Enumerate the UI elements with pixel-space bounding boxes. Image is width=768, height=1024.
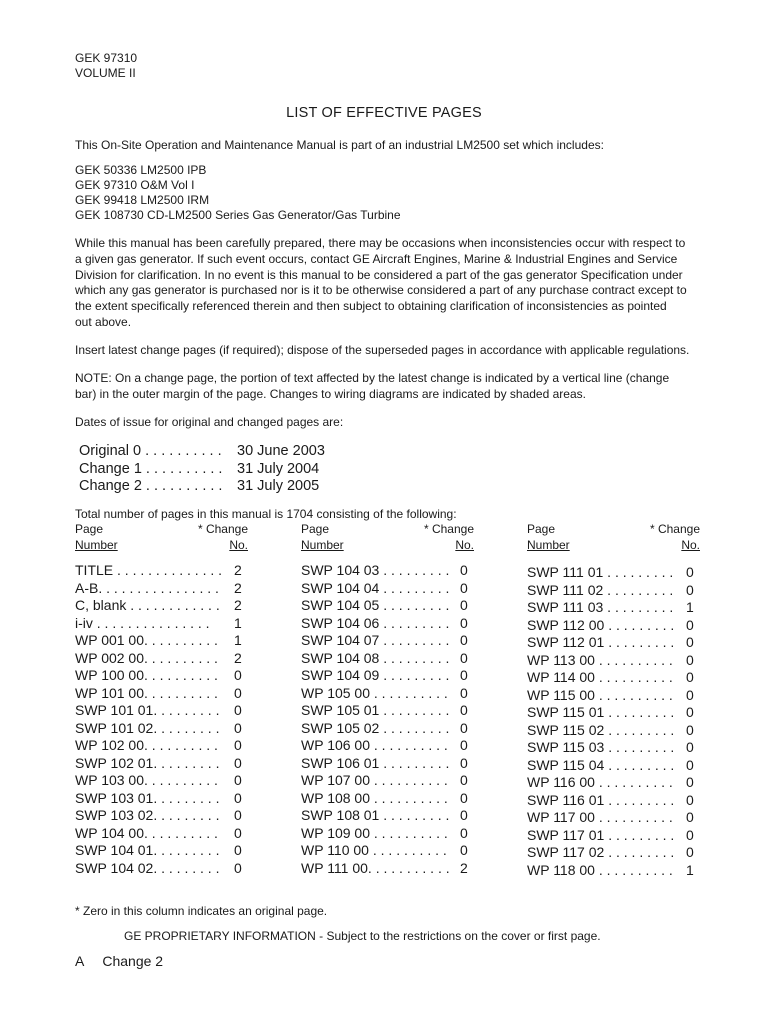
issue-date: 31 July 2005	[237, 478, 320, 494]
change-bar-note	[75, 371, 715, 403]
page-title: LIST OF EFFECTIVE PAGES	[286, 105, 482, 121]
page-entry	[527, 774, 700, 792]
change-number: 0	[234, 684, 242, 701]
page-entry	[75, 807, 248, 825]
page-number: SWP 117 01 . . . . . . . . .	[527, 826, 675, 843]
page-number: SWP 104 04 . . . . . . . . .	[301, 579, 450, 596]
page-entry	[527, 582, 700, 600]
change-number: 0	[234, 859, 242, 876]
change-number: 1	[234, 614, 242, 631]
page-entry	[75, 737, 248, 755]
page-number: WP 117 00 . . . . . . . . . .	[527, 809, 673, 825]
change-number: 0	[460, 667, 468, 683]
page-entry	[75, 580, 248, 598]
page-number: TITLE . . . . . . . . . . . . . .	[75, 562, 223, 578]
page-number: WP 113 00 . . . . . . . . . .	[527, 651, 673, 668]
doc-number: GEK 97310	[75, 51, 138, 65]
column-header	[301, 522, 474, 554]
page-entry	[75, 860, 248, 878]
page-entry	[527, 599, 700, 617]
issue-row-change-1	[79, 461, 325, 479]
disclaimer-paragraph	[75, 236, 715, 331]
change-number: 0	[460, 597, 468, 613]
page-rows	[527, 564, 700, 879]
change-number: 1	[686, 599, 694, 615]
insert-instructions: Insert latest change pages (if required); dispose of the superseded pages in accordance with applicable regulations.	[75, 343, 690, 357]
page-entry	[75, 650, 248, 668]
header-page: Page	[527, 522, 556, 536]
issue-row-original	[79, 443, 325, 461]
page-number: SWP 117 02 . . . . . . . . .	[527, 844, 675, 860]
page-number: SWP 104 08 . . . . . . . . .	[301, 649, 450, 666]
manual-set-item: GEK 50336 LM2500 IPB	[75, 163, 207, 177]
manual-set-item: GEK 99418 LM2500 IRM	[75, 193, 210, 207]
issue-label: Change 2 . . . . . . . . . .	[79, 478, 223, 494]
page-entry	[527, 862, 700, 880]
page-entry	[301, 685, 474, 703]
page-number: A-B. . . . . . . . . . . . . . . .	[75, 579, 219, 596]
page-entry	[527, 704, 700, 722]
intro-text: This On-Site Operation and Maintenance Manual is part of an industrial LM2500 set which includes:	[75, 138, 604, 152]
issue-row-change-2	[79, 478, 325, 496]
issue-date: 30 June 2003	[237, 443, 325, 459]
page-entry	[301, 562, 474, 580]
page-number: WP 103 00. . . . . . . . . .	[75, 772, 218, 788]
page-column-2	[301, 522, 474, 877]
page-entry	[301, 807, 474, 825]
page-entry	[301, 580, 474, 598]
change-number: 0	[460, 789, 468, 806]
page-number: SWP 111 03 . . . . . . . . .	[527, 599, 674, 615]
page-entry	[75, 615, 248, 633]
page-entry	[301, 860, 474, 878]
page-entry	[301, 737, 474, 755]
page-entry	[75, 597, 248, 615]
page-number: WP 002 00. . . . . . . . . .	[75, 649, 218, 666]
change-number: 0	[686, 651, 694, 668]
page-number: SWP 104 05 . . . . . . . . .	[301, 597, 450, 613]
page-entry	[527, 809, 700, 827]
change-number: 0	[686, 791, 694, 808]
page-number: SWP 102 01. . . . . . . . .	[75, 754, 220, 771]
change-number: 0	[460, 632, 468, 648]
page-number: WP 116 00 . . . . . . . . . .	[527, 774, 673, 790]
page-entry	[527, 652, 700, 670]
page-entry	[301, 650, 474, 668]
change-number: 0	[460, 772, 468, 788]
page-entry	[75, 562, 248, 580]
change-number: 0	[234, 807, 242, 823]
page-number: SWP 111 01 . . . . . . . . .	[527, 564, 674, 580]
change-number: 0	[686, 634, 694, 650]
page-entry	[301, 720, 474, 738]
text-line: which any gas generator is purchased nor is it to be otherwise considered a part of any purchase contract except to	[75, 283, 687, 298]
page-entry	[301, 772, 474, 790]
page-number: SWP 103 02. . . . . . . . .	[75, 807, 220, 823]
page-entry	[75, 825, 248, 843]
page-entry	[75, 702, 248, 720]
change-number: 0	[686, 774, 694, 790]
manual-set-item: GEK 108730 CD-LM2500 Series Gas Generator/Gas Turbine	[75, 208, 401, 222]
page-rows	[301, 562, 474, 877]
page-entry	[75, 790, 248, 808]
page-number: SWP 105 01 . . . . . . . . .	[301, 702, 450, 718]
page-number: SWP 108 01 . . . . . . . . .	[301, 807, 450, 823]
page-number: SWP 103 01. . . . . . . . .	[75, 789, 220, 806]
text-line: NOTE: On a change page, the portion of text affected by the latest change is indicated by a vertical line (change	[75, 371, 670, 385]
page-entry	[301, 790, 474, 808]
page-entry	[527, 844, 700, 862]
change-number: 0	[460, 719, 468, 736]
issue-date: 31 July 2004	[237, 460, 320, 477]
change-number: 1	[234, 632, 242, 648]
page-number: WP 109 00 . . . . . . . . . .	[301, 824, 448, 841]
change-number: 0	[686, 581, 694, 598]
page-entry	[75, 772, 248, 790]
page-number: WP 118 00 . . . . . . . . . .	[527, 861, 673, 878]
page-column-3	[527, 522, 700, 879]
change-number: 0	[234, 824, 242, 841]
header-change: * Change	[197, 522, 248, 536]
change-number: 0	[234, 842, 242, 858]
page-number: SWP 115 01 . . . . . . . . .	[527, 704, 675, 720]
page-letter: A	[75, 953, 85, 969]
page-entry	[527, 634, 700, 652]
proprietary-notice: GE PROPRIETARY INFORMATION - Subject to the restrictions on the cover or first page.	[124, 929, 601, 943]
page-entry	[527, 739, 700, 757]
page-entry	[527, 564, 700, 582]
header-no: No.	[229, 538, 248, 552]
change-number: 0	[234, 667, 242, 683]
change-number: 0	[686, 809, 694, 825]
issue-dates	[79, 443, 325, 496]
manual-set-item: GEK 97310 O&M Vol I	[75, 178, 195, 192]
page-number: WP 106 00 . . . . . . . . . .	[301, 737, 448, 753]
text-line: the extent specifically referenced therein and then subject to obtaining clarification of inconsistencies as pointed	[75, 299, 667, 314]
page-number: WP 110 00 . . . . . . . . . .	[301, 842, 447, 858]
page-number: WP 101 00. . . . . . . . . .	[75, 684, 218, 701]
change-number: 0	[460, 807, 468, 823]
header-change: * Change	[423, 522, 474, 536]
page-entry	[527, 757, 700, 775]
header-no: No.	[455, 538, 474, 552]
manual-set-list	[75, 163, 401, 223]
page-entry	[527, 617, 700, 635]
footnote: * Zero in this column indicates an original page.	[75, 904, 328, 918]
page-number: SWP 115 03 . . . . . . . . .	[527, 739, 675, 755]
change-number: 0	[460, 579, 468, 596]
issue-label: Change 1 . . . . . . . . . .	[79, 460, 223, 477]
page-number: SWP 112 01 . . . . . . . . .	[527, 634, 675, 650]
change-number: 0	[234, 719, 242, 736]
page-entry	[527, 687, 700, 705]
change-number: 0	[686, 669, 694, 685]
change-number: 0	[686, 616, 694, 633]
page-number: WP 102 00. . . . . . . . . .	[75, 737, 218, 753]
page-number: C, blank . . . . . . . . . . . .	[75, 597, 220, 613]
change-number: 1	[686, 861, 694, 878]
change-number: 0	[460, 842, 468, 858]
change-number: 0	[686, 844, 694, 860]
total-pages-text: Total number of pages in this manual is 1704 consisting of the following:	[75, 507, 457, 521]
page-number: SWP 115 02 . . . . . . . . .	[527, 721, 675, 738]
change-number: 0	[460, 754, 468, 771]
page-number: SWP 104 07 . . . . . . . . .	[301, 632, 450, 648]
change-number: 2	[234, 579, 242, 596]
page-number: SWP 105 02 . . . . . . . . .	[301, 719, 450, 736]
text-line: out above.	[75, 314, 132, 329]
change-number: 2	[234, 562, 242, 578]
page-number: i-iv . . . . . . . . . . . . . . .	[75, 614, 210, 631]
page-number: WP 107 00 . . . . . . . . . .	[301, 772, 448, 788]
header-change: * Change	[649, 522, 700, 536]
page-number: SWP 104 06 . . . . . . . . .	[301, 614, 450, 631]
page-number: SWP 104 02. . . . . . . . .	[75, 859, 220, 876]
page-number: SWP 115 04 . . . . . . . . .	[527, 756, 675, 773]
page-number: SWP 101 01. . . . . . . . .	[75, 702, 220, 718]
change-number: 0	[686, 704, 694, 720]
page-number: SWP 104 01. . . . . . . . .	[75, 842, 220, 858]
change-number: 2	[234, 597, 242, 613]
page-number: WP 105 00 . . . . . . . . . .	[301, 684, 448, 701]
header-number: Number	[527, 538, 570, 552]
page-entry	[301, 825, 474, 843]
page-number: WP 001 00. . . . . . . . . .	[75, 632, 218, 648]
page-number: SWP 106 01 . . . . . . . . .	[301, 754, 450, 771]
page-footer	[75, 953, 163, 969]
change-number: 0	[234, 702, 242, 718]
page-number: WP 100 00. . . . . . . . . .	[75, 667, 218, 683]
header-number: Number	[75, 538, 118, 552]
header-page: Page	[75, 522, 104, 536]
header-no: No.	[681, 538, 700, 552]
change-number: 0	[686, 739, 694, 755]
change-number: 0	[460, 824, 468, 841]
page-entry	[527, 792, 700, 810]
text-line: a given gas generator. If such event occurs, contact GE Aircraft Engines, Marine & Industrial Engines and Service	[75, 251, 678, 266]
page-number: SWP 104 09 . . . . . . . . .	[301, 667, 450, 683]
page-entry	[301, 755, 474, 773]
page-entry	[527, 722, 700, 740]
page-number: WP 111 00. . . . . . . . . . .	[301, 859, 450, 876]
text-line: While this manual has been carefully prepared, there may be occasions when inconsistencies occur with respect to	[75, 236, 686, 250]
change-number: 0	[460, 702, 468, 718]
page-number: SWP 112 00 . . . . . . . . .	[527, 616, 675, 633]
page-entry	[75, 842, 248, 860]
change-number: 0	[686, 686, 694, 703]
header-page: Page	[301, 522, 330, 536]
change-number: 0	[234, 737, 242, 753]
change-number: 0	[686, 826, 694, 843]
change-number: 0	[460, 562, 468, 578]
document-header	[75, 51, 137, 81]
page-entry	[301, 667, 474, 685]
page-number: SWP 111 02 . . . . . . . . .	[527, 581, 674, 598]
text-line: Division for clarification. In no event is this manual to be considered a part of the gas generator Specification under	[75, 267, 683, 282]
page-number: SWP 116 01 . . . . . . . . .	[527, 791, 675, 808]
page-number: WP 115 00 . . . . . . . . . .	[527, 686, 673, 703]
change-number: 0	[686, 721, 694, 738]
page-entry	[75, 632, 248, 650]
page-number: WP 114 00 . . . . . . . . . .	[527, 669, 673, 685]
change-number: 0	[686, 564, 694, 580]
page-entry	[75, 755, 248, 773]
page-entry	[301, 632, 474, 650]
header-number: Number	[301, 538, 344, 552]
page-entry	[75, 685, 248, 703]
change-number: 0	[234, 789, 242, 806]
change-number: 0	[460, 737, 468, 753]
issue-label: Original 0 . . . . . . . . . .	[79, 443, 222, 459]
page-number: SWP 104 03 . . . . . . . . .	[301, 562, 450, 578]
page-entry	[301, 842, 474, 860]
change-number: 0	[234, 754, 242, 771]
change-number: 0	[460, 614, 468, 631]
page-entry	[301, 702, 474, 720]
page-entry	[75, 667, 248, 685]
change-number: 0	[460, 684, 468, 701]
change-number: 2	[460, 859, 468, 876]
page-entry	[75, 720, 248, 738]
change-label: Change 2	[102, 953, 164, 969]
column-header	[527, 522, 700, 554]
page-column-1	[75, 522, 248, 877]
text-line: bar) in the outer margin of the page. Changes to wiring diagrams are indicated by shaded areas.	[75, 386, 586, 401]
change-number: 0	[686, 756, 694, 773]
page-number: SWP 101 02. . . . . . . . .	[75, 719, 220, 736]
dates-intro: Dates of issue for original and changed pages are:	[75, 415, 344, 429]
column-header	[75, 522, 248, 554]
page-number: WP 104 00. . . . . . . . . .	[75, 824, 218, 841]
change-number: 0	[460, 649, 468, 666]
change-number: 0	[234, 772, 242, 788]
page-number: WP 108 00 . . . . . . . . . .	[301, 789, 448, 806]
change-number: 2	[234, 649, 242, 666]
page-rows	[75, 562, 248, 877]
page-entry	[527, 827, 700, 845]
page-entry	[301, 615, 474, 633]
page-entry	[301, 597, 474, 615]
page-entry	[527, 669, 700, 687]
volume-label: VOLUME II	[75, 66, 136, 80]
